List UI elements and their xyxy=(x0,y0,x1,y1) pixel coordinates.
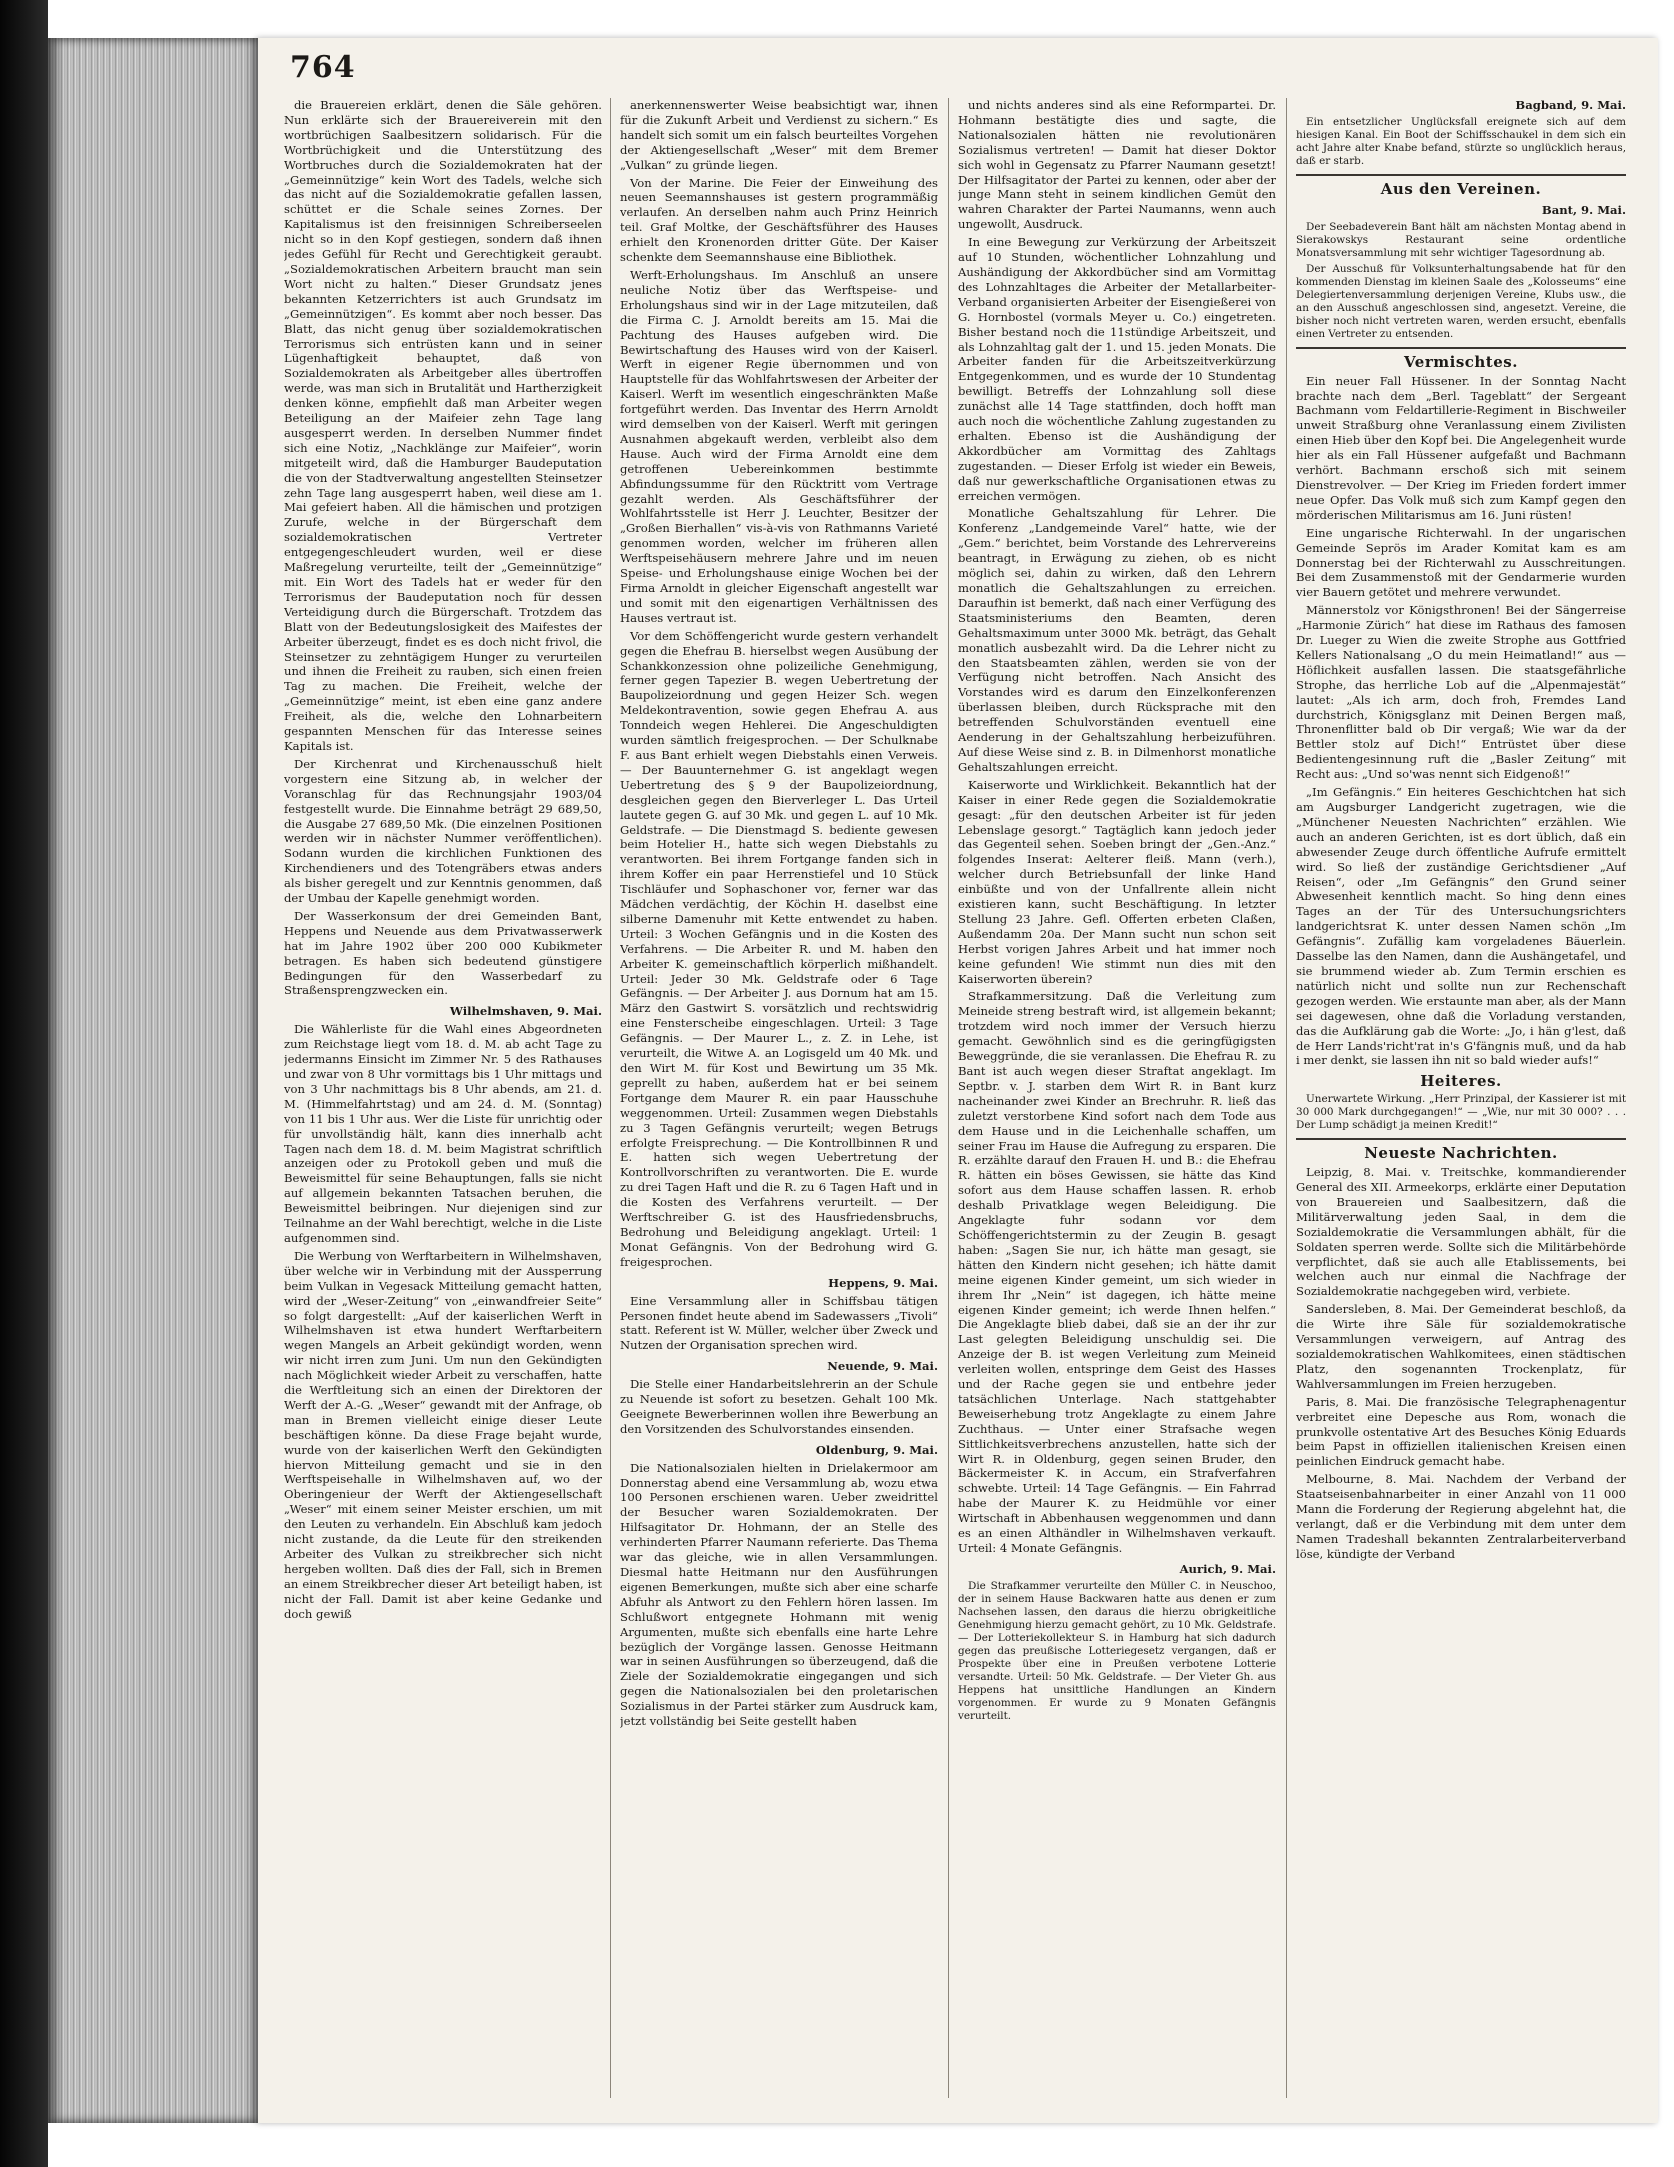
newspaper-page xyxy=(258,38,1658,2123)
column-3 xyxy=(958,98,1276,2108)
article-paragraph: Ein entsetzlicher Unglücksfall ereignete sich auf dem hiesigen Kanal. Ein Boot der Schiffsschaukel in dem sich ein acht Jahre alter Knabe befand, stürzte so unglücklich heraus, daß er starb. xyxy=(1296,115,1626,167)
column-1 xyxy=(284,98,602,2108)
section-rule xyxy=(1296,174,1626,176)
dateline: Bant, 9. Mai. xyxy=(1541,202,1626,217)
article-paragraph: Der Ausschuß für Volksunterhaltungsabende hat für den kommenden Dienstag im kleinen Saale des „Kolosseums“ eine Delegiertenversammlung derjenigen Vereine, Klubs usw., die an den Ausschuß angeschlossen sind, angesetzt. Vereine, die bisher noch nicht vertreten waren, werden ersucht, ebenfalls einen Vertreter zu entsenden. xyxy=(1296,262,1626,340)
section-heading: Heiteres. xyxy=(1420,1072,1502,1091)
article-paragraph: die Brauereien erklärt, denen die Säle gehören. Nun erklärte sich der Brauereiverein mit den wortbrüchigen Saalbesitzern solidarisch. Für die Wortbrüchigkeit und die Unterstützung des Wortbruches durch die Sozialdemokraten hat der „Gemeinnützige“ kein Wort des Tadels, welche sich das nicht auf die Sozialdemokratie gefallen lassen, schüttet er die Schale seines Zornes. Der Kapitalismus ist den freisinnigen Schreiberseelen nicht so in den Kopf gestiegen, sondern daß ihnen jedes Gefühl für Recht und Gerechtigkeit geraubt. „Sozialdemokratischen Arbeitern braucht man sein Wort nicht zu halten.“ Dieser Grundsatz jenes bekannten Ketzerrichters ist auch Grundsatz im „Gemeinnützigen“. Es kommt aber noch besser. Das Blatt, das nicht genug über sozialdemokratischen Terrorismus sich entrüsten kann und in seiner Lügenhaftigkeit behauptet, daß von Sozialdemokraten als Arbeitgeber alles übertroffen werde, was man sich in Brutalität und Hartherzigkeit denken könne, empfiehlt daß man Arbeiter wegen Beteiligung an der Maifeier zehn Tage lang ausgesperrt werden. In derselben Nummer findet sich eine Notiz, „Nachklänge zur Maifeier“, worin mitgeteilt wird, daß die Hamburger Baudeputation die von der Stadtverwaltung angestellten Steinsetzer zehn Tage lang ausgesperrt haben, weil diese am 1. Mai gefeiert haben. All die hämischen und protzigen Zurufe, welche in der Bürgerschaft dem sozialdemokratischen Vertreter entgegengeschleudert wurden, weil er diese Maßregelung verurteilte, teilt der „Gemeinnützige“ mit. Ein Wort des Tadels hat er weder für den Terrorismus der Baudeputation noch für dessen Verteidigung durch die Bürgerschaft. Trotzdem das Blatt von der Bedeutungslosigkeit des Maifestes der Arbeiter überzeugt, findet es es doch nicht frivol, die Steinsetzer zu zehntägigem Hunger zu verurteilen und ihnen die Freiheit zu rauben, sich einen freien Tag zu machen. Die Freiheit, welche der „Gemeinnützige“ meint, ist eben eine ganz andere Freiheit, als die, welche den Lohnarbeitern gespannten Menschen für das Interesse seines Kapitals ist. xyxy=(284,98,602,753)
article-paragraph: Monatliche Gehaltszahlung für Lehrer. Die Konferenz „Landgemeinde Varel“ hatte, wie der „Gem.“ berichtet, beim Vorstande des Lehrervereins beantragt, in Erwägung zu ziehen, ob es nicht möglich sei, dahin zu wirken, daß den Lehrern monatlich die Gehaltszahlungen zu erreichen. Daraufhin ist bemerkt, daß nach einer Verfügung des Staatsministeriums den Beamten, deren Gehaltsmaximum unter 3000 Mk. beträgt, das Gehalt monatlich ausbezahlt wird. Da die Lehrer nicht zu den Staatsbeamten zählen, werden sie von der Verfügung nicht betroffen. Nach Ansicht des Vorstandes wird es darum den Einzelkonferenzen überlassen bleiben, durch Rücksprache mit den betreffenden Schulvorständen eventuell eine Aenderung in der Gehaltszahlung herbeizuführen. Auf diese Weise sind z. B. in Dilmenhorst monatliche Gehaltszahlungen erreicht. xyxy=(958,506,1276,774)
article-paragraph: Eine Versammlung aller in Schiffsbau tätigen Personen findet heute abend im Sadewassers „Tivoli“ statt. Referent ist W. Müller, welcher über Zweck und Nutzen der Organisation sprechen wird. xyxy=(620,1293,938,1353)
dateline: Wilhelmshaven, 9. Mai. xyxy=(449,1004,602,1019)
page-edges xyxy=(48,38,258,2123)
dateline: Aurich, 9. Mai. xyxy=(1179,1561,1276,1576)
article-paragraph: Der Seebadeverein Bant hält am nächsten Montag abend in Sierakowskys Restaurant seine ordentliche Monatsversammlung mit sehr wichtiger Tagesordnung ab. xyxy=(1296,220,1626,259)
dateline: Neuende, 9. Mai. xyxy=(827,1359,938,1374)
column-2 xyxy=(620,98,938,2108)
article-paragraph: Die Wählerliste für die Wahl eines Abgeordneten zum Reichstage liegt vom 18. d. M. ab acht Tage zu jedermanns Einsicht im Zimmer Nr. 5 des Rathauses und zwar von 8 Uhr vormittags bis 1 Uhr mittags und von 3 Uhr nachmittags bis 8 Uhr abends, am 21. d. M. (Himmelfahrtstag) und am 24. d. M. (Sonntag) von 11 bis 1 Uhr aus. Wer die Liste für unrichtig oder für unvollständig hält, kann dies innerhalb acht Tagen nach dem 18. d. M. beim Magistrat schriftlich anzeigen oder zu Protokoll geben und muß die Beweismittel für seine Behauptungen, falls sie nicht auf allgemein bekannten Tatsachen beruhen, die Beweismittel beibringen. Nur diejenigen sind zur Teilnahme an der Wahl berechtigt, welche in die Liste aufgenommen sind. xyxy=(284,1022,602,1245)
article-paragraph: Melbourne, 8. Mai. Nachdem der Verband der Staatseisenbahnarbeiter in einer Anzahl von 11 000 Mann die Forderung der Regierung abgelehnt hat, die verlangt, daß er die Verbindung mit dem unter dem Namen Tradeshall bekannten Zentralarbeiterverband löse, kündigte der Verband xyxy=(1296,1472,1626,1561)
section-rule xyxy=(1296,1138,1626,1140)
article-paragraph: Ein neuer Fall Hüssener. In der Sonntag Nacht brachte nach dem „Berl. Tageblatt“ der Sergeant Bachmann vom Feldartillerie-Regiment in Bischweiler unweit Straßburg ohne Veranlassung einem Zivilisten einen Hieb über den Kopf bei. Die Angelegenheit wurde hier als ein Fall Hüssener aufgefaßt und Bachmann verhört. Bachmann erschoß sich mit seinem Dienstrevolver. — Der Krieg im Frieden fordert immer neue Opfer. Das Volk muß sich zum Kampf gegen den mörderischen Militarismus am 16. Juni rüsten! xyxy=(1296,373,1626,522)
article-paragraph: Die Strafkammer verurteilte den Müller C. in Neuschoo, der in seinem Hause Backwaren hatte aus denen er zum Nachsehen lassen, den daraus die hierzu obrigkeitliche Genehmigung hierzu gemacht gehört, zu 10 Mk. Geldstrafe. — Der Lotteriekollekteur S. in Hamburg hat sich dadurch gegen das preußische Lotteriegesetz vergangen, daß er Prospekte über eine in Preußen verbotene Lotterie versandte. Urteil: 50 Mk. Geldstrafe. — Der Vieter Gh. aus Heppens hat unsittliche Handlungen an Kindern vorgenommen. Er wurde zu 9 Monaten Gefängnis verurteilt. xyxy=(958,1579,1276,1722)
section-heading: Aus den Vereinen. xyxy=(1380,179,1542,198)
page-number: 764 xyxy=(290,50,356,85)
section-rule xyxy=(1296,347,1626,349)
book-spine xyxy=(0,0,48,2167)
article-paragraph: Paris, 8. Mai. Die französische Telegraphenagentur verbreitet eine Depesche aus Rom, wonach die prunkvolle ostentative Art des Besuches König Eduards beim Papst in offiziellen italienischen Kreisen einen peinlichen Eindruck gemacht habe. xyxy=(1296,1394,1626,1469)
article-paragraph: Von der Marine. Die Feier der Einweihung des neuen Seemannshauses ist gestern programmäßig verlaufen. An derselben nahm auch Prinz Heinrich teil. Graf Moltke, der Geschäftsführer des Hauses erhielt den Kronenorden dritter Güte. Der Kaiser schenkte dem Seemannshause eine Bibliothek. xyxy=(620,175,938,265)
article-paragraph: Sandersleben, 8. Mai. Der Gemeinderat beschloß, da die Wirte ihre Säle für sozialdemokratische Versammlungen verweigern, auf Antrag des sozialdemokratischen Wahlkomitees, einen städtischen Platz, den sogenannten Trockenplatz, für Wahlversammlungen im Freien herzugeben. xyxy=(1296,1302,1626,1391)
column-divider xyxy=(948,98,949,2098)
column-divider xyxy=(610,98,611,2098)
article-paragraph: Die Werbung von Werftarbeitern in Wilhelmshaven, über welche wir in Verbindung mit der Aussperrung beim Vulkan in Vegesack Mitteilung gemacht hatten, wird der „Weser-Zeitung“ von „einwandfreier Seite“ so folgt dargestellt: „Auf der kaiserlichen Werft in Wilhelmshaven ist etwa hundert Werftarbeitern wegen Mangels an Arbeit gekündigt worden, wenn wir nicht irren zum Juni. Um nun den Gekündigten nach Möglichkeit wieder Arbeit zu verschaffen, hatte die Werftleitung sich an einen der Direktoren der Werft der A.-G. „Weser“ gewandt mit der Anfrage, ob man in Bremen vielleicht einige dieser Leute beschäftigen könne. Da diese Frage bejaht wurde, wurde von der kaiserlichen Werft den Gekündigten hiervon Mitteilung gemacht und sie in den Werftspeisehalle in Wilhelmshaven auf, wo der Oberingenieur der Werft der Aktiengesellschaft „Weser“ mit einem seiner Meister erschien, um mit den Leuten zu verhandeln. Ein Abschluß kam jedoch nicht zustande, da die Leute für den streikenden Arbeiter des Vulkan zu streikbrecher sich nicht hergeben wollten. Daß dies der Fall, sich in Bremen an einem Streikbrecher dieser Art beteiligt haben, ist nicht der Fall. Damit ist aber keine Gedanke und doch gewiß xyxy=(284,1248,602,1621)
article-paragraph: Unerwartete Wirkung. „Herr Prinzipal, der Kassierer ist mit 30 000 Mark durchgegangen!“ — „Wie, nur mit 30 000? . . . Der Lump schädigt ja meinen Kredit!“ xyxy=(1296,1093,1626,1132)
dateline: Heppens, 9. Mai. xyxy=(828,1275,938,1290)
dateline: Oldenburg, 9. Mai. xyxy=(815,1442,938,1457)
article-paragraph: Der Wasserkonsum der drei Gemeinden Bant, Heppens und Neuende aus dem Privatwasserwerk hat im Jahre 1902 über 200 000 Kubikmeter betragen. Es haben sich bedeutend günstigere Bedingungen für den Wasserbedarf zu Straßensprengzwecken ein. xyxy=(284,908,602,998)
article-paragraph: Die Nationalsozialen hielten in Drielakermoor am Donnerstag abend eine Versammlung ab, wozu etwa 100 Personen erschienen waren. Ueber zweidrittel der Besucher waren Sozialdemokraten. Der Hilfsagitator Dr. Hohmann, der an Stelle des verhinderten Pfarrer Naumann referierte. Das Thema war das gleiche, wie in allen Versammlungen. Diesmal hatte Heitmann nur den Ausführungen eigenen Bemerkungen, mußte sich aber eine scharfe Abfuhr als Antwort zu den Fehlern hören lassen. Im Schlußwort entgegnete Hohmann mit wenig Argumenten, mußte sich ebenfalls eine harte Lehre bezüglich der Vorgänge lassen. Genosse Heitmann war in seinen Ausführungen so überzeugend, daß die Ziele der Sozialdemokratie eingegangen und sich gegen die Nationalsozialen bei den proletarischen Sozialismus in der Partei stärker zum Ausdruck kam, jetzt vollständig bei Seite gestellt haben xyxy=(620,1460,938,1729)
column-divider xyxy=(1286,98,1287,2098)
article-paragraph: Die Stelle einer Handarbeitslehrerin an der Schule zu Neuende ist sofort zu besetzen. Gehalt 100 Mk. Geeignete Bewerberinnen wollen ihre Bewerbung an den Vorsitzenden des Schulvorstandes einsenden. xyxy=(620,1377,938,1436)
article-paragraph: Leipzig, 8. Mai. v. Treitschke, kommandierender General des XII. Armeekorps, erklärte einer Deputation von Brauereien und Saalbesitzern, daß die Militärverwaltung jeden Saal, in dem die Sozialdemokratie die Versammlungen abhält, für die Soldaten sperren werde. Sollte sich die Militärbehörde verpflichtet, daß sie auch alle Etablissements, bei welchen auch nur einmal die Nachfrage der Sozialdemokratie nachgegeben wird, verbiete. xyxy=(1296,1165,1626,1299)
article-paragraph: Strafkammersitzung. Daß die Verleitung zum Meineide streng bestraft wird, ist allgemein bekannt; trotzdem wird noch immer der Versuch hierzu gemacht. Gewöhnlich sind es die geringfügigsten Beweggründe, die sie veranlassen. Die Ehefrau R. zu Bant ist auch wegen dieser Straftat angeklagt. Im Septbr. v. J. starben dem Wirt R. in Bant kurz nacheinander zwei Kinder an Brechruhr. R. ließ das zuletzt verstorbene Kind sofort nach dem Tode aus dem Hause und in die Leichenhalle schaffen, um seiner Frau im Hause die Aufregung zu ersparen. Die R. erzählte darauf den Frauen H. und B.: die Ehefrau R. hätten ein böses Gewissen, sie hätte das Kind sofort aus dem Hause schaffen lassen. R. erhob deshalb Privatklage wegen Beleidigung. Die Angeklagte fuhr sodann vor dem Schöffengerichtstermin zu der Zeugin B. gesagt haben: „Sagen Sie nur, ich hätte man gesagt, sie hätten den Kindern nicht gesehen; ich hätte damit meine eigenen Kinder gemeint, um sich wieder in ihrem Ihr „Nein“ ist dagegen, ich hätte meine eigenen Kinder gemeint; ich werde Ihnen helfen.“ Die Angeklagte blieb dabei, daß sie an der ihr zur Last gelegten Beleidigung unschuldig sei. Die Anzeige der B. ist wegen Verleitung zum Meineid verleiten wollen, entspringe dem Geist des Hasses und der Rache gegen sie und entbehre jeder tatsächlichen Unterlage. Nach stattgehabter Beweiserhebung trotz Angeklagte zu einem Jahre Zuchthaus. — Unter einer Strafsache wegen Sittlichkeitsverbrechens anzustellen, hatte sich der Wirt R. in Oldenburg, gegen seinen Bruder, den Bäckermeister K. in Accum, ein Strafverfahren schwebte. Urteil: 14 Tage Gefängnis. — Ein Fahrrad habe der Maurer K. zu Heidmühle vor einer Wirtschaft in Abbenhausen weggenommen und dann es an einen Althändler in Wilhelmshaven verkauft. Urteil: 4 Monate Gefängnis. xyxy=(958,989,1276,1555)
article-paragraph: und nichts anderes sind als eine Reformpartei. Dr. Hohmann bestätigte dies und sagte, die Nationalsozialen hätten nie revolutionären Sozialismus vertreten! — Damit hat dieser Doktor sich wohl in Gegensatz zu Pfarrer Naumann gesetzt! Der Hilfsagitator der Partei zu kennen, oder aber der junge Mann steht in seinem kindlichen Gemüt den wahren Charakter der Partei Naumanns, wenn auch ungewollt, Ausdruck. xyxy=(958,98,1276,232)
article-paragraph: Vor dem Schöffengericht wurde gestern verhandelt gegen die Ehefrau B. hierselbst wegen Ausübung der Schankkonzession ohne polizeiliche Genehmigung, ferner gegen Tapezier B. wegen Uebertretung der Baupolizeiordnung und gegen Heizer Sch. wegen Meldekontravention, sowie gegen Ehefrau A. aus Tonndeich wegen Hehlerei. Die Angeschuldigten wurden sämtlich freigesprochen. — Der Schulknabe F. aus Bant erhielt wegen Diebstahls einen Verweis. — Der Bauunternehmer G. ist angeklagt wegen Uebertretung des § 9 der Baupolizeiordnung, desgleichen gegen den Bierverleger L. Das Urteil lautete gegen G. auf 30 Mk. und gegen L. auf 10 Mk. Geldstrafe. — Die Dienstmagd S. bediente gewesen beim Hotelier H., hatte sich wegen Diebstahls zu verantworten. Bei ihrem Fortgange fanden sich in ihrem Koffer ein paar Herrenstiefel und 10 Stück Tischläufer und Sophaschoner vor, ferner war das Mädchen verdächtig, der Köchin H. daselbst eine silberne Damenuhr mit Kette entwendet zu haben. Urteil: 3 Wochen Gefängnis und in die Kosten des Verfahrens. — Die Arbeiter R. und M. haben den Arbeiter K. gemeinschaftlich körperlich mißhandelt. Urteil: Jeder 30 Mk. Geldstrafe oder 6 Tage Gefängnis. — Der Arbeiter J. aus Dornum hat am 15. März den Gastwirt S. vorsätzlich und rechtswidrig eine Fensterscheibe eingeschlagen. Urteil: 3 Tage Gefängnis. — Der Maurer L., z. Z. in Lehe, ist verurteilt, die Witwe A. an Logisgeld um 40 Mk. und den Wirt M. für Kost und Bewirtung um 35 Mk. geprellt zu haben, außerdem hat er bei seinem Fortgange dem Maurer R. ein paar Hausschuhe weggenommen. Urteil: Zusammen wegen Diebstahls zu 3 Tagen Gefängnis verurteilt; wegen Betrugs erfolgte Freisprechung. — Die Kontrollbinnen R und E. hatten sich wegen Uebertretung der Kontrollvorschriften zu verantworten. Die E. wurde zu drei Tagen Haft und die R. zu 6 Tagen Haft und in die Kosten des Verfahrens verurteilt. — Der Werftschreiber G. ist des Hausfriedensbruchs, Bedrohung und Beleidigung angeklagt. Urteil: 1 Monat Gefängnis. Von der Bedrohung wird G. freigesprochen. xyxy=(620,628,938,1269)
article-paragraph: Werft-Erholungshaus. Im Anschluß an unsere neuliche Notiz über das Werftspeise- und Erholungshaus sind wir in der Lage mitzuteilen, daß die Firma C. J. Arnoldt bereits am 15. Mai die Pachtung des Hauses aufgeben wird. Die Bewirtschaftung des Hauses wird von der Kaiserl. Werft in eigener Regie übernommen und von Hauptstelle für das Wohlfahrtswesen der Arbeiter der Kaiserl. Werft im wesentlich eingeschränkten Maße fortgeführt werden. Das Inventar des Herrn Arnoldt wird demselben von der Kaiserl. Werft mit geringen Ausnahmen abgekauft werden, verbleibt also dem Hause. Auch wird der Firma Arnoldt eine dem getroffenen Uebereinkommen bestimmte Abfindungssumme für den Rücktritt vom Vertrage gezahlt werden. Als Geschäftsführer der Wohlfahrtsstelle ist Herr J. Leuchter, Besitzer der „Großen Bierhallen“ vis-à-vis von Rathmanns Varieté genommen worden, welcher im früheren allen Werftspeisehäusern mehrere Jahre und im neuen Speise- und Erholungshause einige Wochen bei der Firma Arnoldt in gleicher Eigenschaft angestellt war und somit mit den eigenartigen Verhältnissen des Hauses vertraut ist. xyxy=(620,267,938,625)
section-heading: Neueste Nachrichten. xyxy=(1364,1144,1558,1163)
article-paragraph: Männerstolz vor Königsthronen! Bei der Sängerreise „Harmonie Zürich“ hat diese im Rathaus des famosen Dr. Lueger zu Wien die zweite Strophe aus Gottfried Kellers Nationalsang „O du mein Heimatland!“ aus — Höflichkeit ausfallen lassen. Die staatsgefährliche Strophe, das herrliche Lob auf die „Alpenmajestät“ lautet: „Als ich arm, doch froh, Fremdes Land durchstrich, Königsglanz mit Deinen Bergen maß, Thronenflitter bald ob Dir vergaß; Wie war da der Bettler stolz auf Dich!“ Entrüstet über diese Bedientengesinnung ruft die „Basler Zeitung“ mit Recht aus: „Und so'was nennt sich Eidgenoß!“ xyxy=(1296,603,1626,782)
column-4 xyxy=(1296,98,1626,2108)
article-paragraph: Kaiserworte und Wirklichkeit. Bekanntlich hat der Kaiser in einer Rede gegen die Sozialdemokratie gesagt: „für den deutschen Arbeiter ist für jeden Lebenslage gesorgt.“ Tagtäglich kann jedoch jeder das Gegenteil sehen. Soeben bringt der „Gen.-Anz.“ folgendes Inserat: Aelterer fleiß. Mann (verh.), welcher durch Betriebsunfall der linke Hand einbüßte und von der Unfallrente allein nicht existieren kann, sucht Beschäftigung. In letzter Stellung 23 Jahre. Gefl. Offerten erbeten Claßen, Außendamm 20a. Der Mann sucht nun schon seit Herbst vorigen Jahres Arbeit und hat immer noch keine gefunden! Wie stimmt nun dies mit den Kaiserworten überein? xyxy=(958,777,1276,986)
article-paragraph: In eine Bewegung zur Verkürzung der Arbeitszeit auf 10 Stunden, wöchentlicher Lohnzahlung und Aushändigung der Akkordbücher sind am Vormittag des Lohnzahltages die Arbeiter der Metallarbeiter-Verband organisierten Arbeiter der Eisengießerei von G. Hornbostel (vormals Meyer u. Co.) eingetreten. Bisher bestand noch die 11stündige Arbeitszeit, und als Lohnzahltag galt der 1. und 15. jeden Monats. Die Arbeiter fanden für die Arbeitszeitverkürzung Entgegenkommen, und es wurde der 10 Stundentag bewilligt. Betreffs der Lohnzahlung soll diese zunächst alle 14 Tage stattfinden, doch hofft man auch noch die wöchentliche Zahlung zugestanden zu erhalten. Ebenso ist die Aushändigung der Akkordbücher am Vormittag des Zahltags zugestanden. — Dieser Erfolg ist wieder ein Beweis, daß nur gewerkschaftliche Organisationen etwas zu erreichen vermögen. xyxy=(958,235,1276,503)
article-paragraph: Eine ungarische Richterwahl. In der ungarischen Gemeinde Seprös im Arader Komitat kam es am Donnerstag bei der Richterwahl zu Ausschreitungen. Bei dem Zusammenstoß mit der Gendarmerie wurden vier Bauern getötet und mehrere verwundet. xyxy=(1296,525,1626,600)
dateline: Bagband, 9. Mai. xyxy=(1515,98,1626,112)
article-paragraph: „Im Gefängnis.“ Ein heiteres Geschichtchen hat sich am Augsburger Landgericht zugetragen, wie die „Münchener Neuesten Nachrichten“ erzählen. Wie auch an anderen Gerichten, ist es dort üblich, daß ein abwesender Zeuge durch öffentliche Aufrufe ermittelt wird. So ließ der zuständige Gerichtsdiener „Auf Reisen“, oder „Im Gefängnis“ den Grund seiner Abwesenheit kenntlich macht. So hing denn eines Tages an der Tür des Untersuchungsrichters landgerichtsrat K. unter dessen Namen schön „Im Gefängnis“. Zufällig kam vorgeladenes Bäuerlein. Dasselbe las den Namen, dann die Aushängetafel, und sie brummend wieder ab. Zum Termin erschien es natürlich nicht und sollte nun zur Rechenschaft gezogen werden. Wie erstaunte man aber, als der Mann sei dagewesen, ohne daß die Vorladung verstanden, das die Aufklärung gab die Worte: „Jo, i hän g'lest, daß de Herr Lands'richt'rat in's G'fängnis muß, und da hab i mer denkt, sie lassen ihn nit so bald wieder aufs!“ xyxy=(1296,785,1626,1068)
article-paragraph: anerkennenswerter Weise beabsichtigt war, ihnen für die Zukunft Arbeit und Verdienst zu sichern.“ Es handelt sich somit um ein falsch beurteiltes Vorgehen der Aktiengesellschaft „Weser“ mit dem Bremer „Vulkan“ zu gründe liegen. xyxy=(620,98,938,172)
article-paragraph: Der Kirchenrat und Kirchenausschuß hielt vorgestern eine Sitzung ab, in welcher der Voranschlag für das Rechnungsjahr 1903/04 festgestellt wurde. Die Einnahme beträgt 29 689,50, die Ausgabe 27 689,50 Mk. (Die einzelnen Positionen werden wir in nächster Nummer veröffentlichen). Sodann wurden die kirchlichen Funktionen des Kirchendieners und des Totengräbers etwas anders als bisher geregelt und zur Kenntnis genommen, daß der Umbau der Kapelle genehmigt worden. xyxy=(284,756,602,906)
section-heading: Vermischtes. xyxy=(1404,352,1518,371)
